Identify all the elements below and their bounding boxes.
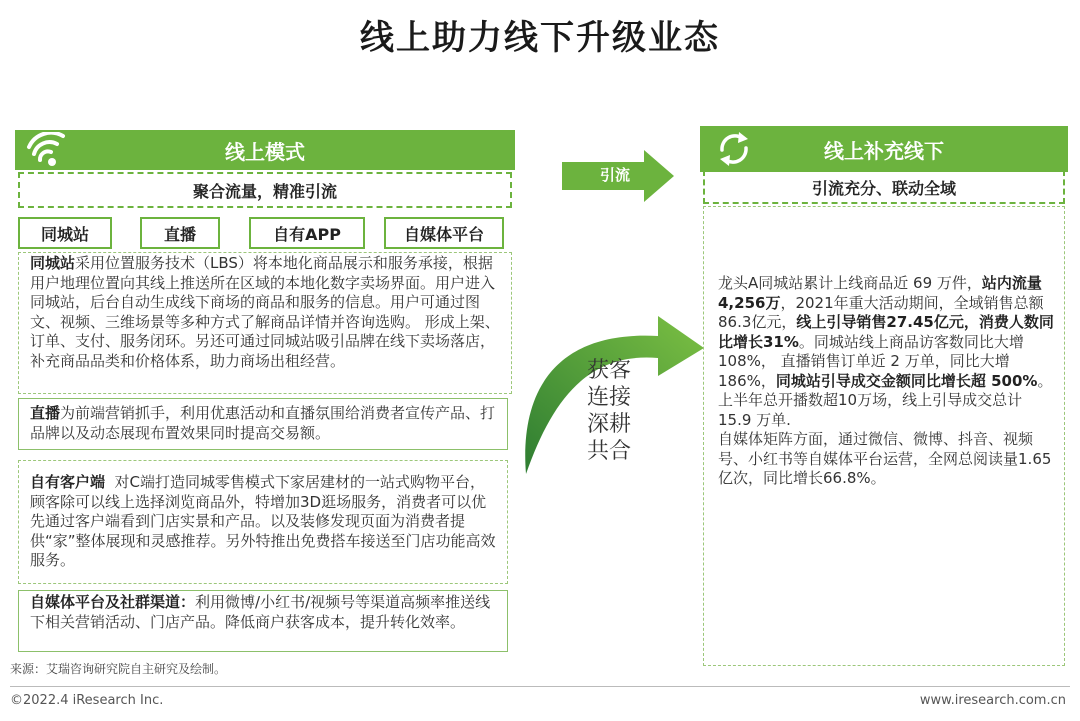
paragraph-live [30,404,502,443]
paragraph-live-text: 为前端营销抓手，利用优惠活动和直播氛围给消费者宣传产品、打品牌以及动态展现布置效果同时提高交易额。 [30,404,496,442]
right-text-5: 自媒体矩阵方面，通过微信、微博、抖音、视频号、小红书等自媒体平台运营，全网总阅读量1.65亿次，同比增长66.8%。 [718,430,1052,487]
center-word-4: 共合 [586,439,631,464]
paragraph-self-media [30,593,502,632]
tab-tongchengzhan: 同城站 [18,217,112,249]
source-note: 来源：艾瑞咨询研究院自主研究及绘制。 [10,662,227,676]
paragraph-own-client-title: 自有客户端 [30,473,106,491]
center-word-2: 连接 [586,385,631,410]
right-header-title: 线上补充线下 [824,138,944,163]
tab-own-app: 自有APP [249,217,365,249]
paragraph-tongchengzhan-title: 同城站 [30,254,76,272]
center-word-1: 获客 [586,358,631,383]
refresh-icon [714,130,754,168]
left-header-bar [15,130,515,170]
right-text-2: ，2021年重大活动期间，全域销售总额86.3亿元， [718,293,1044,331]
center-keywords [585,357,633,465]
right-bold-3: 同城站引导成交金额同比增长超 500% [775,371,1038,390]
tab-live: 直播 [140,217,220,249]
wifi-icon [25,132,67,168]
traffic-arrow-label: 引流 [599,166,630,184]
paragraph-own-client [30,473,496,571]
right-bold-1: 站内流量4,256万 [718,274,1042,312]
tab-self-media: 自媒体平台 [384,217,504,249]
right-description [718,274,1060,489]
website-link[interactable]: www.iresearch.com.cn [919,693,1066,708]
paragraph-own-client-text: 对C端打造同城零售模式下家居建材的一站式购物平台，顾客除可以线上选择浏览商品外，特增加3D逛场服务，消费者可以优先通过客户端看到门店实景和产品。以及装修发现页面为消费者提供“家”整体展现和灵感推荐。另外特推出免费搭车接送至门店功能高效服务。 [30,473,496,569]
right-header-bar [700,126,1068,172]
paragraph-tongchengzhan-text: 采用位置服务技术（LBS）将本地化商品展示和服务承接，根据用户地理位置向其线上推送所在区域的本地化数字卖场界面。用户进入同城站，后台自动生成线下商场的商品和服务的信息。用户可通过图文、视频、三维场景等多种方式了解商品详情并咨询选购。 形成上架、订单、支付、服务闭环。另还可通过同城站吸引品牌在线下卖场落店，补充商品品类和价格体系，助力商场出租经营。 [30,254,500,370]
paragraph-tongchengzhan [30,254,502,371]
paragraph-live-title: 直播 [30,404,61,422]
footer-divider [10,686,1070,687]
left-header-title: 线上模式 [225,139,305,164]
copyright: ©2022.4 iResearch Inc. [10,693,164,708]
right-text-4: 。上半年总开播数超10万场，线上引导成交总计 15.9 万单. [718,371,1053,429]
center-word-3: 深耕 [586,412,631,437]
right-text-3: 。同城站线上商品访客数同比大增 108%， 直播销售订单近 2 万单，同比大增 186%， [718,332,1024,390]
right-subheader: 引流充分、联动全域 [703,170,1065,204]
left-subheader: 聚合流量，精准引流 [18,172,512,208]
right-text-1: 龙头A同城站累计上线商品近 69 万件， [718,274,982,292]
paragraph-self-media-text: 利用微博/小红书/视频号等渠道高频率推送线下相关营销活动、门店产品。降低商户获客成本，提升转化效率。 [30,593,491,631]
right-bold-2: 线上引导销售27.45亿元，消费人数同比增长31% [718,313,1054,351]
paragraph-self-media-title: 自媒体平台及社群渠道： [30,593,196,611]
page-title: 线上助力线下升级业态 [360,18,720,58]
